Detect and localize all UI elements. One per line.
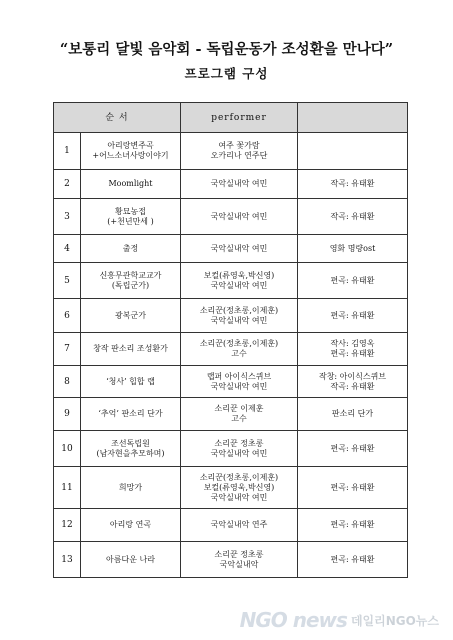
row-performer-line: 국악실내악 여민 xyxy=(210,492,268,502)
row-performer-line: 보컬(류영욱,박신영) xyxy=(203,482,275,492)
row-performer-line: 국악실내악 여민 xyxy=(210,179,268,188)
row-note-line: 편곡: 유태환 xyxy=(330,275,375,285)
row-note-line: 판소리 단가 xyxy=(331,409,374,418)
row-performer xyxy=(181,299,298,333)
row-note xyxy=(298,170,408,199)
table-row xyxy=(54,235,408,263)
row-performer xyxy=(181,509,298,542)
row-title xyxy=(81,366,181,398)
table-row xyxy=(54,542,408,578)
row-performer-line: 국악실내악 여민 xyxy=(210,280,268,290)
row-title-line: 황묘농접 xyxy=(115,206,146,216)
row-number: 11 xyxy=(54,467,81,509)
watermark-text: 데일리NGO뉴스 xyxy=(350,613,439,628)
row-performer-line: 소리꾼(정초롱,이제훈) xyxy=(199,305,279,315)
row-performer xyxy=(181,263,298,299)
table-row xyxy=(54,509,408,542)
row-title-line: 아리랑변주곡 xyxy=(107,141,154,150)
row-title-line: ‘청사’ 힙합 랩 xyxy=(106,376,155,386)
row-performer-line: 국악실내악 여민 xyxy=(210,211,268,221)
row-title xyxy=(81,467,181,509)
row-note-line: 작창: 아이식스퀴브 xyxy=(318,371,387,381)
row-note xyxy=(298,263,408,299)
row-number: 5 xyxy=(54,263,81,299)
table-header-row xyxy=(54,103,408,133)
table-body xyxy=(54,133,408,578)
row-performer-line: 소리꾼(정초롱,이제훈) xyxy=(199,472,279,482)
row-title xyxy=(81,235,181,263)
row-title xyxy=(81,299,181,333)
row-performer xyxy=(181,398,298,431)
row-note xyxy=(298,542,408,578)
row-performer xyxy=(181,170,298,199)
row-performer-line: 국악실내악 여민 xyxy=(210,315,268,325)
row-performer-line: 소리꾼 정초롱 xyxy=(214,549,264,559)
row-title xyxy=(81,398,181,431)
row-number: 7 xyxy=(54,333,81,366)
table-row xyxy=(54,170,408,199)
row-title xyxy=(81,199,181,235)
row-number: 4 xyxy=(54,235,81,263)
row-performer-line: 국악실내악 여민 xyxy=(210,243,268,253)
row-title-line: 조선독립원 xyxy=(111,438,150,448)
row-title xyxy=(81,133,181,170)
row-title-line: Moomlight xyxy=(108,179,153,188)
row-title-line: (독립군가) xyxy=(111,280,150,290)
row-title xyxy=(81,333,181,366)
row-performer-line: 소리꾼 이제훈 xyxy=(214,404,264,413)
row-performer xyxy=(181,333,298,366)
row-note-line: 편곡: 유태환 xyxy=(330,349,375,358)
row-note-line: 영화 명량ost xyxy=(329,243,376,253)
row-title-line: (남자현을추모하며) xyxy=(96,448,165,458)
row-performer-line: 소리꾼(정초롱,이제훈) xyxy=(199,339,279,348)
row-note xyxy=(298,431,408,467)
row-performer-line: 국악실내악 여민 xyxy=(210,381,268,391)
row-title xyxy=(81,509,181,542)
row-title-line: +어느소녀사랑이야기 xyxy=(92,151,169,160)
document-title: “보통리 달빛 음악회 - 독립운동가 조성환을 만나다” xyxy=(59,41,394,58)
table-row xyxy=(54,398,408,431)
row-note-line: 편곡: 유태환 xyxy=(330,443,375,453)
row-performer-line: 소리꾼 정초롱 xyxy=(214,438,264,448)
row-number: 1 xyxy=(54,133,81,170)
row-performer-line: 고수 xyxy=(231,414,247,423)
row-number: 10 xyxy=(54,431,81,467)
table-row xyxy=(54,263,408,299)
row-performer xyxy=(181,542,298,578)
row-note-line: 편곡: 유태환 xyxy=(330,520,375,529)
row-title-line: 창작 판소리 조성환가 xyxy=(93,344,168,353)
row-title-line: 광복군가 xyxy=(115,310,146,320)
watermark xyxy=(240,608,439,632)
row-performer-line: 보컬(류영욱,박신영) xyxy=(203,270,275,280)
row-performer-line: 여주 꽃가람 xyxy=(218,141,260,150)
row-note xyxy=(298,333,408,366)
row-number: 13 xyxy=(54,542,81,578)
row-title xyxy=(81,263,181,299)
row-number: 2 xyxy=(54,170,81,199)
row-note-line: 작사: 김영옥 xyxy=(330,339,375,348)
table-row xyxy=(54,366,408,398)
table-row xyxy=(54,467,408,509)
row-note-line: 편곡: 유태환 xyxy=(330,554,375,564)
row-performer-line: 고수 xyxy=(231,349,247,358)
row-note xyxy=(298,133,408,170)
row-title-line: 출정 xyxy=(122,243,139,253)
row-note xyxy=(298,366,408,398)
row-note-line: 작곡: 유태환 xyxy=(330,381,375,391)
row-note xyxy=(298,199,408,235)
row-number: 9 xyxy=(54,398,81,431)
ngo-news-logo: NGO news xyxy=(239,608,347,632)
table-row xyxy=(54,431,408,467)
row-performer-line: 랩퍼 아이식스퀴브 xyxy=(206,371,272,381)
row-note xyxy=(298,467,408,509)
header-order: 순 서 xyxy=(54,103,181,133)
document-subtitle: 프로그램 구성 xyxy=(184,66,269,81)
row-performer-line: 국악실내악 연주 xyxy=(210,520,268,529)
row-performer-line: 오카리나 연주단 xyxy=(210,151,268,160)
row-performer xyxy=(181,467,298,509)
row-title xyxy=(81,542,181,578)
program-table xyxy=(53,102,408,578)
row-number: 6 xyxy=(54,299,81,333)
row-title-line: ‘추억’ 판소리 단가 xyxy=(98,409,163,418)
row-performer xyxy=(181,133,298,170)
row-note xyxy=(298,398,408,431)
row-note-line: 작곡: 유태환 xyxy=(330,211,375,221)
row-title-line: 희망가 xyxy=(118,482,143,492)
row-title-line: 아름다운 나라 xyxy=(106,554,155,564)
row-note xyxy=(298,235,408,263)
header-performer: performer xyxy=(181,103,298,133)
row-note xyxy=(298,299,408,333)
row-number: 12 xyxy=(54,509,81,542)
row-title-line: (+천년만세 ) xyxy=(107,216,154,226)
row-performer xyxy=(181,366,298,398)
table-row xyxy=(54,199,408,235)
row-note-line: 편곡: 유태환 xyxy=(330,482,375,492)
row-number: 8 xyxy=(54,366,81,398)
row-performer xyxy=(181,199,298,235)
row-number: 3 xyxy=(54,199,81,235)
row-performer xyxy=(181,431,298,467)
row-title-line: 신흥무관학교교가 xyxy=(99,270,162,280)
row-title xyxy=(81,431,181,467)
row-title-line: 아리랑 연곡 xyxy=(109,520,152,529)
row-title xyxy=(81,170,181,199)
row-note-line: 편곡: 유태환 xyxy=(330,310,375,320)
row-performer-line: 국악실내악 여민 xyxy=(210,448,268,458)
row-performer-line: 국악실내악 xyxy=(219,559,259,569)
row-performer xyxy=(181,235,298,263)
table-row xyxy=(54,299,408,333)
header-note xyxy=(298,103,408,133)
table-row xyxy=(54,333,408,366)
table-row xyxy=(54,133,408,170)
row-note-line: 작곡: 유태환 xyxy=(330,179,375,188)
row-note xyxy=(298,509,408,542)
